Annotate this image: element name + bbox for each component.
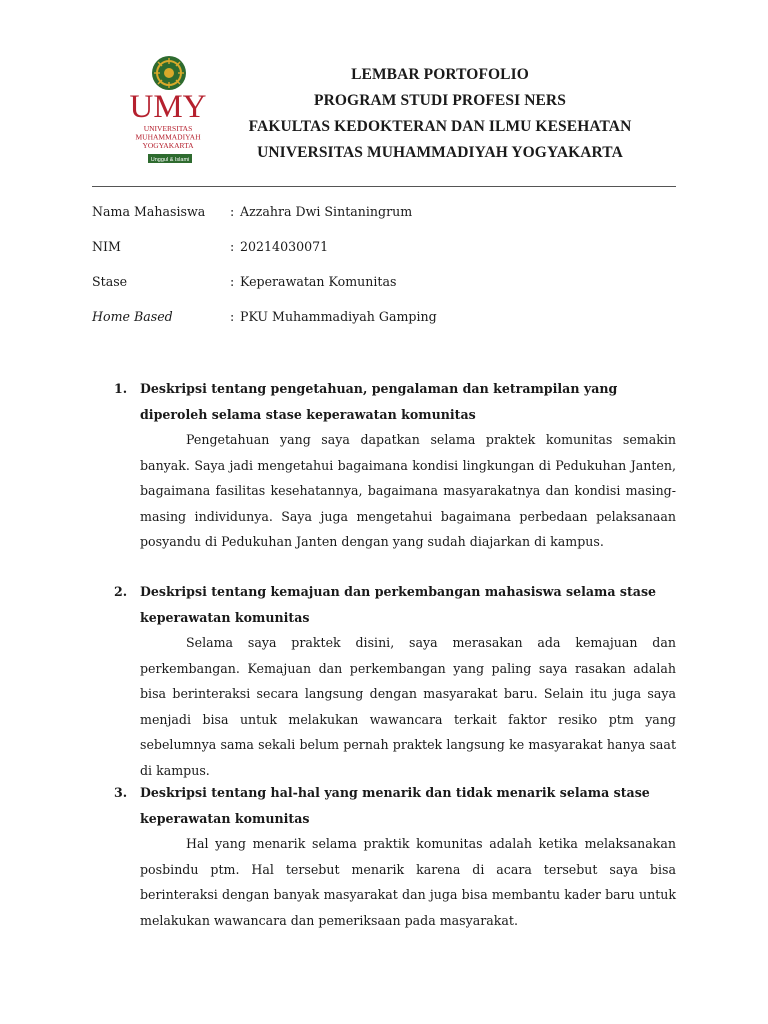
info-colon: : [230, 309, 235, 324]
info-row-stase [92, 274, 676, 309]
section-heading: Deskripsi tentang kemajuan dan perkembangan mahasiswa selama stase keperawatan komunitas [140, 584, 657, 625]
info-value: Keperawatan Komunitas [240, 274, 397, 289]
header-title: LEMBAR PORTOFOLIO [351, 66, 529, 83]
header-university: UNIVERSITAS MUHAMMADIYAH YOGYAKARTA [257, 144, 623, 161]
section-1 [114, 376, 676, 555]
info-value: 20214030071 [240, 239, 329, 254]
document-header [215, 62, 665, 166]
info-row-name [92, 204, 676, 239]
logo-tagline: Unggul & Islami [150, 157, 190, 163]
section-3 [114, 780, 676, 933]
info-label: Nama Mahasiswa [92, 204, 206, 219]
header-divider [92, 186, 676, 187]
section-body: Pengetahuan yang saya dapatkan selama praktek komunitas semakin banyak. Saya jadi mengetahui bagaimana kondisi lingkungan di Pedukuhan Janten, bagaimana fasilitas kesehatannya, bagaimana masyarakatnya dan kondisi masing-masing individunya. Saya juga mengetahui bagaimana perbedaan pelaksanaan posyandu di Pedukuhan Janten dengan yang sudah diajarkan di kampus. [140, 432, 676, 549]
section-number: 3. [114, 785, 128, 800]
student-info [92, 204, 676, 344]
section-body: Selama saya praktek disini, saya merasakan ada kemajuan dan perkembangan. Kemajuan dan perkembangan yang paling saya rasakan adalah bisa berinteraksi secara langsung dengan masyarakat baru. Selain itu juga saya menjadi bisa untuk melakukan wawancara terkait faktor resiko ptm yang sebelumnya sama sekali belum pernah praktek langsung ke masyarakat hanya saat di kampus. [140, 635, 676, 778]
info-row-nim [92, 239, 676, 274]
logo-line2: MUHAMMADIYAH [135, 132, 201, 142]
umy-initials: UMY [129, 89, 207, 125]
info-row-home-based [92, 309, 676, 344]
info-label: Stase [92, 274, 128, 289]
info-colon: : [230, 204, 235, 219]
logo-line3: YOGYAKARTA [142, 141, 194, 150]
section-heading: Deskripsi tentang pengetahuan, pengalaman dan ketrampilan yang diperoleh selama stase keperawatan komunitas [140, 381, 618, 422]
umy-logo-icon [120, 50, 220, 172]
info-colon: : [230, 274, 235, 289]
info-label: Home Based [92, 309, 173, 324]
section-number: 1. [114, 381, 128, 396]
info-value: PKU Muhammadiyah Gamping [240, 309, 437, 324]
info-value: Azzahra Dwi Sintaningrum [240, 204, 413, 219]
info-label: NIM [92, 239, 121, 254]
umy-logo [120, 50, 220, 172]
section-number: 2. [114, 584, 128, 599]
header-faculty: FAKULTAS KEDOKTERAN DAN ILMU KESEHATAN [248, 118, 632, 135]
section-heading: Deskripsi tentang hal-hal yang menarik dan tidak menarik selama stase keperawatan komunitas [140, 785, 650, 826]
logo-line1: UNIVERSITAS [143, 124, 193, 133]
header-program: PROGRAM STUDI PROFESI NERS [314, 92, 566, 109]
section-body: Hal yang menarik selama praktik komunitas adalah ketika melaksanakan posbindu ptm. Hal tersebut menarik karena di acara tersebut saya bisa berinteraksi dengan banyak masyarakat dan juga bisa membantu kader baru untuk melakukan wawancara dan pemeriksaan pada masyarakat. [140, 836, 676, 928]
info-colon: : [230, 239, 235, 254]
section-2 [114, 579, 676, 783]
